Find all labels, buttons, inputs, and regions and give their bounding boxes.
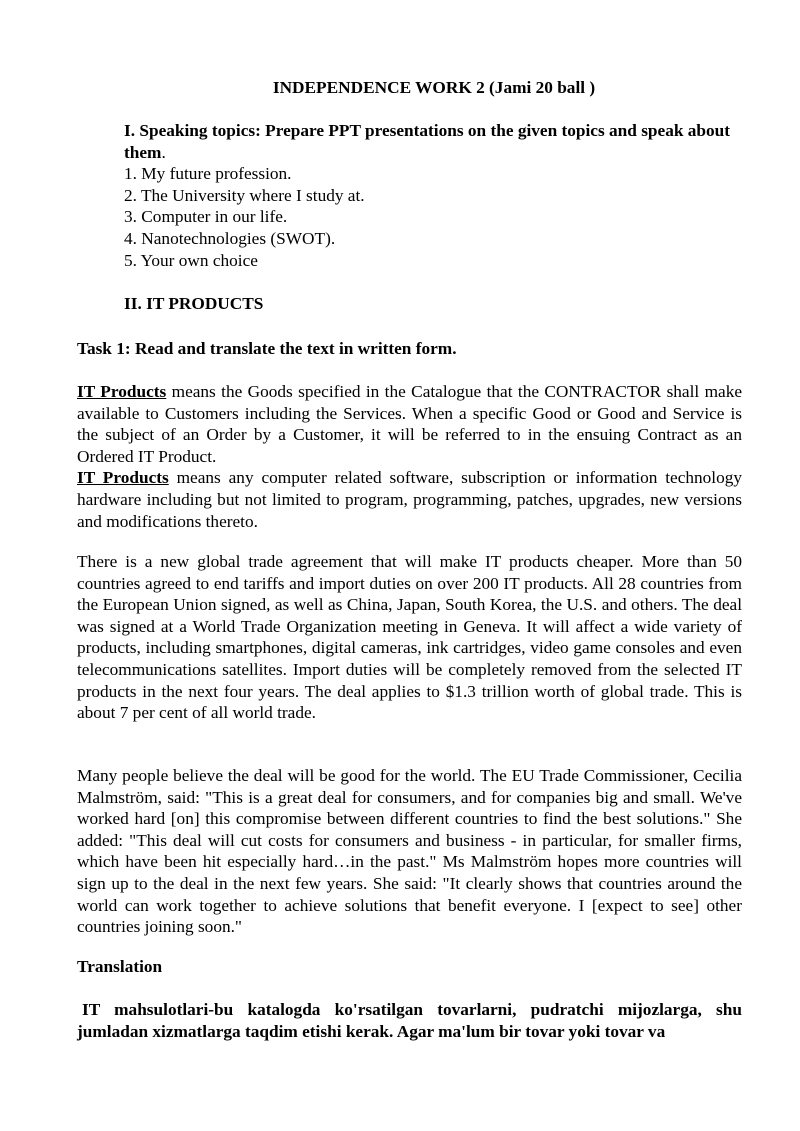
topic-list bbox=[124, 163, 744, 271]
document-title: INDEPENDENCE WORK 2 (Jami 20 ball ) bbox=[272, 78, 596, 97]
definition-text: means the Goods specified in the Catalogue that the CONTRACTOR shall make available to Customers including the Services. When a specific Good or Good and Service is the subject of an Order by a Customer, it will be referred to in the ensuing Contract as an Ordered IT Product. bbox=[77, 382, 743, 466]
speaking-topics-section bbox=[124, 120, 744, 271]
trade-agreement-paragraph: There is a new global trade agreement that will make IT products cheaper. More than 50 countries agreed to end tariffs and import duties on over 200 IT products. All 28 countries from the European Union signed, as well as China, Japan, South Korea, the U.S. and others. The deal was signed at a World Trade Organization meeting in Geneva. It will affect a wide variety of products, including smartphones, digital cameras, ink cartridges, video game consoles and even telecommunications satellites. Import duties will be completely removed from the selected IT products in the next four years. The deal applies to $1.3 trillion worth of global trade. This is about 7 per cent of all world trade. bbox=[77, 552, 742, 723]
translation-heading: Translation bbox=[77, 957, 163, 976]
definition-paragraph bbox=[77, 467, 742, 532]
definition-term: IT Products bbox=[77, 468, 169, 488]
commissioner-quote-paragraph: Many people believe the deal will be good for the world. The EU Trade Commissioner, Cecilia Malmström, said: "This is a great deal for consumers, and for companies big and small. We've worked hard [on] this compromise between different countries to find the best solutions." She added: "This deal will cut costs for consumers and business - in particular, for smaller firms, which have been hit especially hard…in the past." Ms Malmström hopes more countries will sign up to the deal in the next few years. She said: "It clearly shows that countries around the world can work together to achieve solutions that benefit everyone. I [expect to see] other countries joining soon." bbox=[77, 766, 742, 937]
definition-paragraph bbox=[77, 381, 742, 467]
definition-term: IT Products bbox=[77, 382, 167, 401]
definitions-block bbox=[77, 381, 742, 532]
task1-heading: Task 1: Read and translate the text in written form. bbox=[77, 339, 457, 358]
topic-item: 2. The University where I study at. bbox=[124, 185, 365, 205]
definition-text: means any computer related software, subscription or information technology hardware including but not limited to program, programming, patches, upgrades, new versions and modifications thereto. bbox=[77, 468, 743, 531]
topic-item: 5. Your own choice bbox=[124, 250, 258, 270]
topic-item: 1. My future profession. bbox=[124, 164, 292, 184]
speaking-topics-heading-bold: I. Speaking topics: Prepare PPT presentations on the given topics and speak about them bbox=[124, 121, 731, 162]
speaking-topics-heading bbox=[124, 120, 744, 163]
topic-item: 4. Nanotechnologies (SWOT). bbox=[124, 228, 336, 248]
topic-item: 3. Computer in our life. bbox=[124, 207, 288, 227]
speaking-topics-heading-tail: . bbox=[161, 142, 166, 162]
it-products-heading: II. IT PRODUCTS bbox=[124, 294, 264, 313]
translation-text: IT mahsulotlari-bu katalogda ko'rsatilgan tovarlarni, pudratchi mijozlarga, shu jumladan xizmatlarga taqdim etishi kerak. Agar ma'lum bir tovar yoki tovar va bbox=[77, 1000, 742, 1041]
